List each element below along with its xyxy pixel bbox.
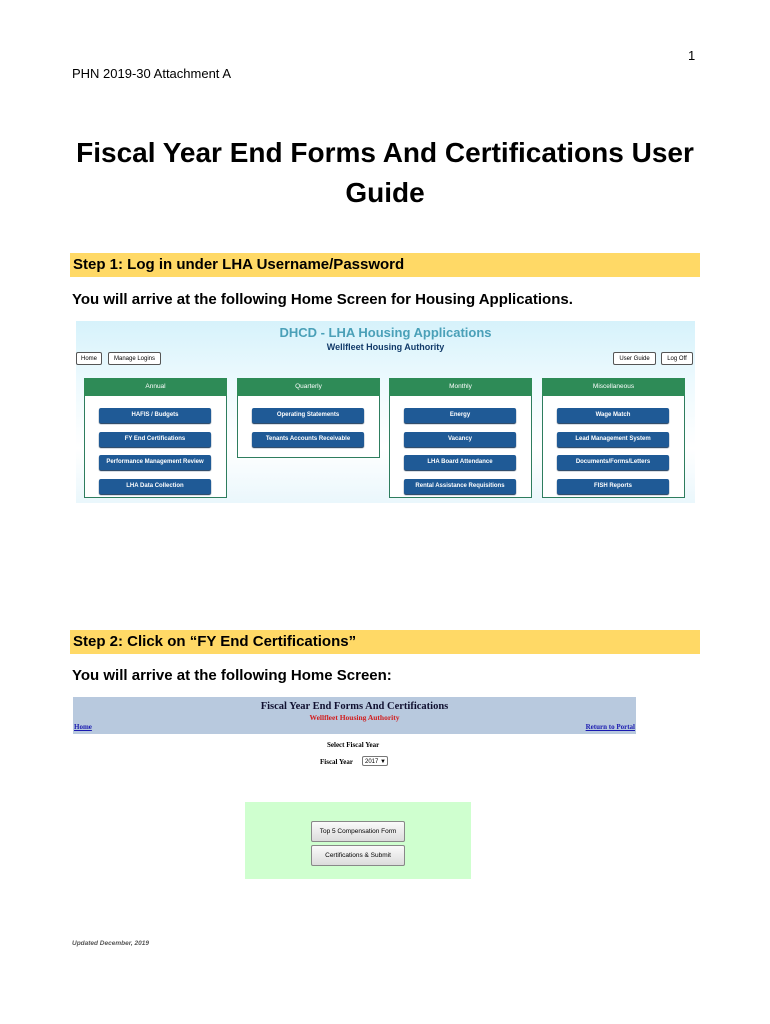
user-guide-button[interactable]: User Guide xyxy=(613,352,656,365)
quarterly-panel-heading: Quarterly xyxy=(237,378,380,396)
step-2-heading-bar xyxy=(70,630,700,654)
select-fiscal-year-heading: Select Fiscal Year xyxy=(327,741,380,749)
return-to-portal-link[interactable]: Return to Portal xyxy=(585,723,635,731)
step-1-heading: Step 1: Log in under LHA Username/Password xyxy=(73,256,405,273)
step-1-intro: You will arrive at the following Home Screen for Housing Applications. xyxy=(72,291,573,308)
vacancy-button[interactable]: Vacancy xyxy=(404,432,516,447)
fy-end-authority-name: Wellfleet Housing Authority xyxy=(309,713,400,722)
fy-end-forms-header xyxy=(73,697,636,734)
performance-management-review-button[interactable]: Performance Management Review xyxy=(99,455,211,470)
page-number: 1 xyxy=(688,48,696,63)
fiscal-year-label: Fiscal Year xyxy=(320,758,353,766)
step-1-heading-bar xyxy=(70,253,700,277)
monthly-panel-heading: Monthly xyxy=(389,378,532,396)
annual-panel-heading: Annual xyxy=(84,378,227,396)
hafis-budgets-button[interactable]: HAFIS / Budgets xyxy=(99,408,211,423)
title-line-1: Fiscal Year End Forms And Certifications User xyxy=(76,137,694,168)
monthly-panel xyxy=(389,378,532,498)
operating-statements-button[interactable]: Operating Statements xyxy=(252,408,364,423)
documents-forms-letters-button[interactable]: Documents/Forms/Letters xyxy=(557,455,669,470)
fiscal-year-value: 2017 xyxy=(365,759,379,765)
wage-match-button[interactable]: Wage Match xyxy=(557,408,669,423)
home-link[interactable]: Home xyxy=(74,723,92,731)
miscellaneous-panel xyxy=(542,378,685,498)
forms-button-panel xyxy=(245,802,471,879)
chevron-down-icon: ▼ xyxy=(380,759,386,765)
lha-data-collection-button[interactable]: LHA Data Collection xyxy=(99,479,211,494)
authority-name: Wellfleet Housing Authority xyxy=(326,342,445,352)
fy-end-forms-title: Fiscal Year End Forms And Certifications xyxy=(260,701,449,712)
fy-end-certifications-button[interactable]: FY End Certifications xyxy=(99,432,211,447)
housing-applications-screenshot xyxy=(76,321,695,503)
home-button[interactable]: Home xyxy=(76,352,102,365)
title-line-2: Guide xyxy=(345,177,425,208)
footer-updated-date: Updated December, 2019 xyxy=(72,940,149,947)
fiscal-year-select[interactable] xyxy=(362,756,388,766)
energy-button[interactable]: Energy xyxy=(404,408,516,423)
lead-management-system-button[interactable]: Lead Management System xyxy=(557,432,669,447)
miscellaneous-panel-heading: Miscellaneous xyxy=(542,378,685,396)
rental-assistance-requisitions-button[interactable]: Rental Assistance Requisitions xyxy=(404,479,516,494)
step-2-intro: You will arrive at the following Home Screen: xyxy=(72,667,392,684)
fish-reports-button[interactable]: FISH Reports xyxy=(557,479,669,494)
step-2-heading: Step 2: Click on “FY End Certifications” xyxy=(73,633,357,650)
top-5-compensation-form-button[interactable]: Top 5 Compensation Form xyxy=(311,821,405,842)
annual-panel xyxy=(84,378,227,498)
document-header: PHN 2019-30 Attachment A xyxy=(72,66,231,81)
manage-logins-button[interactable]: Manage Logins xyxy=(108,352,161,365)
tenants-accounts-receivable-button[interactable]: Tenants Accounts Receivable xyxy=(252,432,364,447)
log-off-button[interactable]: Log Off xyxy=(661,352,693,365)
quarterly-panel xyxy=(237,378,380,458)
app-title: DHCD - LHA Housing Applications xyxy=(279,325,492,340)
certifications-submit-button[interactable]: Certifications & Submit xyxy=(311,845,405,866)
page-title xyxy=(60,133,710,213)
lha-board-attendance-button[interactable]: LHA Board Attendance xyxy=(404,455,516,470)
